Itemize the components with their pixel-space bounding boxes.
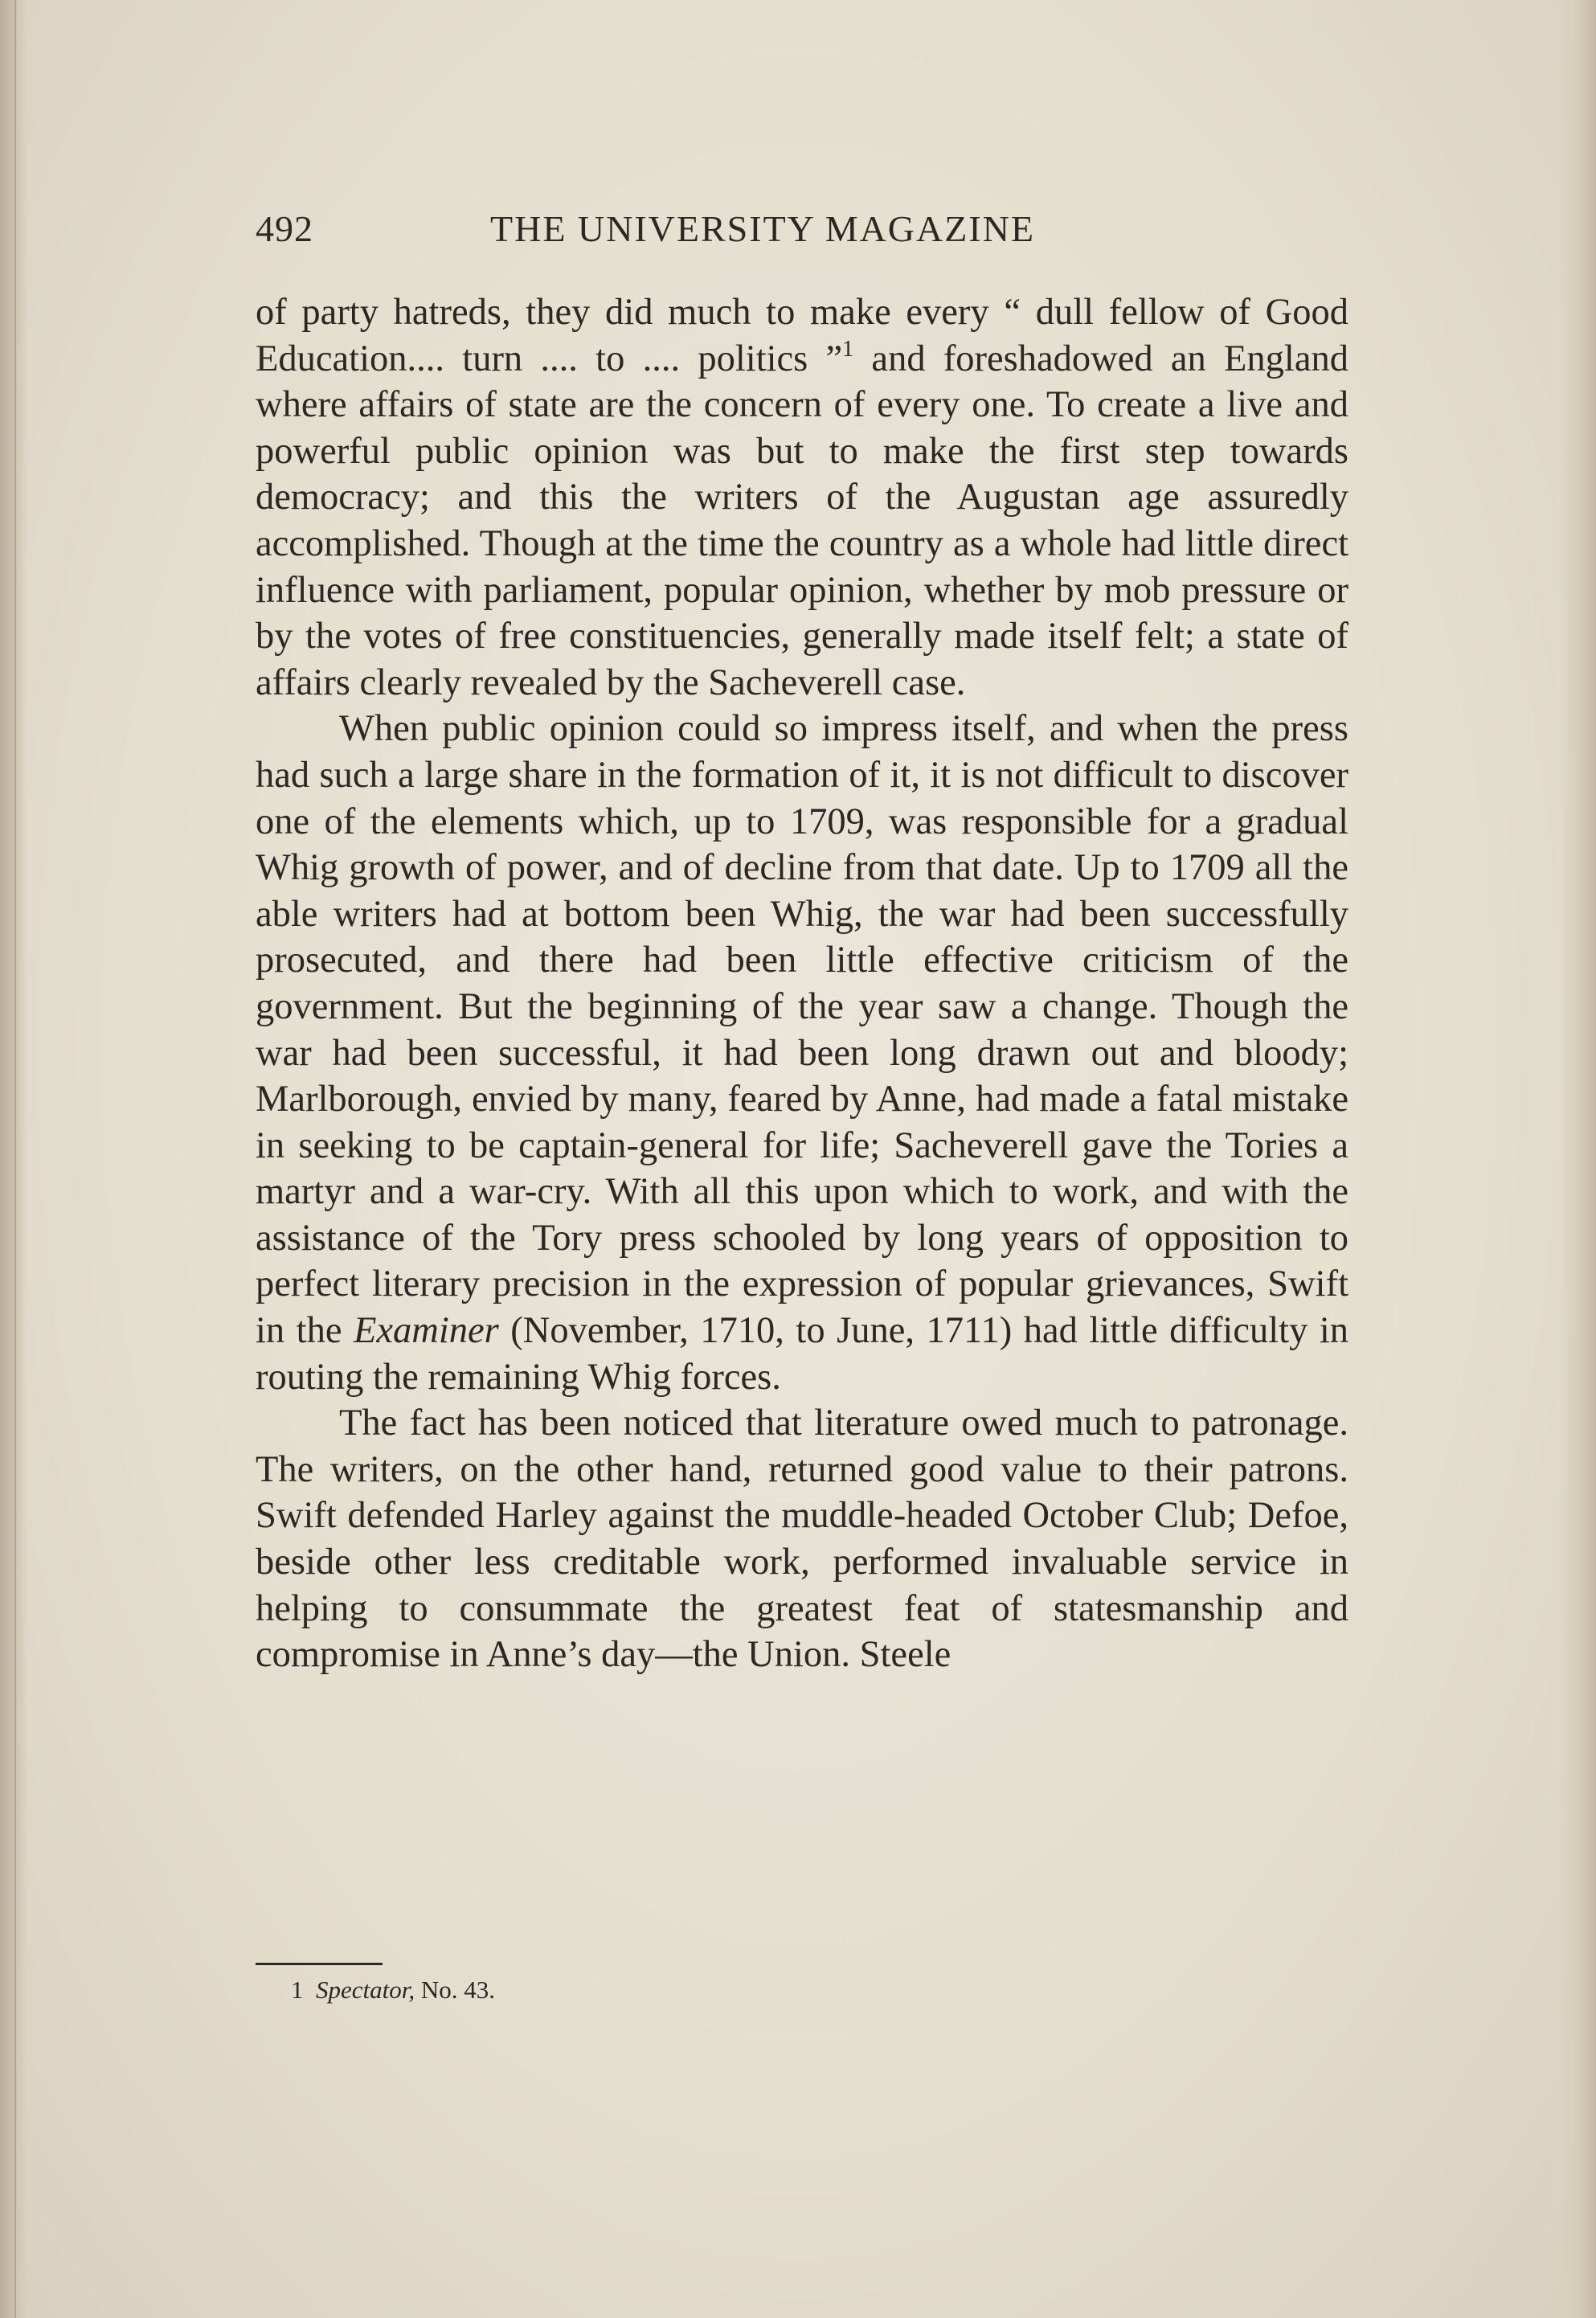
footnote-number: 1 <box>291 1976 304 2004</box>
running-title: THE UNIVERSITY MAGAZINE <box>490 208 1035 249</box>
gutter-line <box>14 0 16 2318</box>
footnote-source: Spectator, <box>316 1976 415 2004</box>
paragraph-3 <box>256 1400 1348 1678</box>
running-header <box>256 207 1109 256</box>
paragraph-1-text: of party hatreds, they did much to make every “ dull fellow of Good Education.... turn .... to .... politics ” <box>256 292 1348 379</box>
examiner-title: Examiner <box>354 1310 499 1352</box>
paragraph-3-text: The fact has been noticed that literature owed much to patronage. The writers, on the other hand, returned good value to their patrons. Swift defended Harley against the muddle-headed October Club; Defoe, beside other less creditable work, performed invaluable service in helping to consummate the greatest feat of statesmanship and compromise in Anne’s day—the Union. Steele <box>256 1403 1348 1676</box>
paragraph-1 <box>256 289 1348 706</box>
footnote-reference: 1 <box>842 336 854 362</box>
page-edge-shadow <box>1559 0 1596 2318</box>
paragraph-1-continuation: and foreshadowed an England where affairs of state are the concern of every one. To create a live and powerful public opinion was but to make the first step towards democracy; and this the writers of the Augustan age assuredly accomplished. Though at the time the country as a whole had little direct influence with parliament, popular opinion, whether by mob pressure or by the votes of free constituencies, generally made itself felt; a state of affairs clearly revealed by the Sacheverell case. <box>256 338 1348 703</box>
paragraph-2-text: When public opinion could so impress itself, and when the press had such a large share in the formation of it, it is not difficult to discover one of the elements which, up to 1709, was responsible for a gradual Whig growth of power, and of decline from that date. Up to 1709 all the able writers had at bottom been Whig, the war had been successfully prosecuted, and there had been little effective criticism of the government. But the beginning of the year saw a change. Though the war had been successful, it had been long drawn out and bloody; Marlborough, envied by many, feared by Anne, had made a fatal mistake in seeking to be captain-general for life; Sacheverell gave the Tories a martyr and a war-cry. With all this upon which to work, and with the assistance of the Tory press schooled by long years of opposition to perfect literary precision in the expression of popular grievances, Swift in the <box>256 708 1348 1352</box>
footnote <box>291 1976 495 2005</box>
body-text <box>256 289 1348 1678</box>
paragraph-2 <box>256 706 1348 1400</box>
footnote-text: No. 43. <box>415 1976 496 2004</box>
paragraph-2-continuation: (November, 1710, to June, 1711) had little difficulty in routing the remaining Whig forces. <box>256 1310 1348 1398</box>
page-number: 492 <box>256 208 313 249</box>
footnote-divider <box>256 1963 383 1965</box>
spine-shadow <box>0 0 27 2318</box>
